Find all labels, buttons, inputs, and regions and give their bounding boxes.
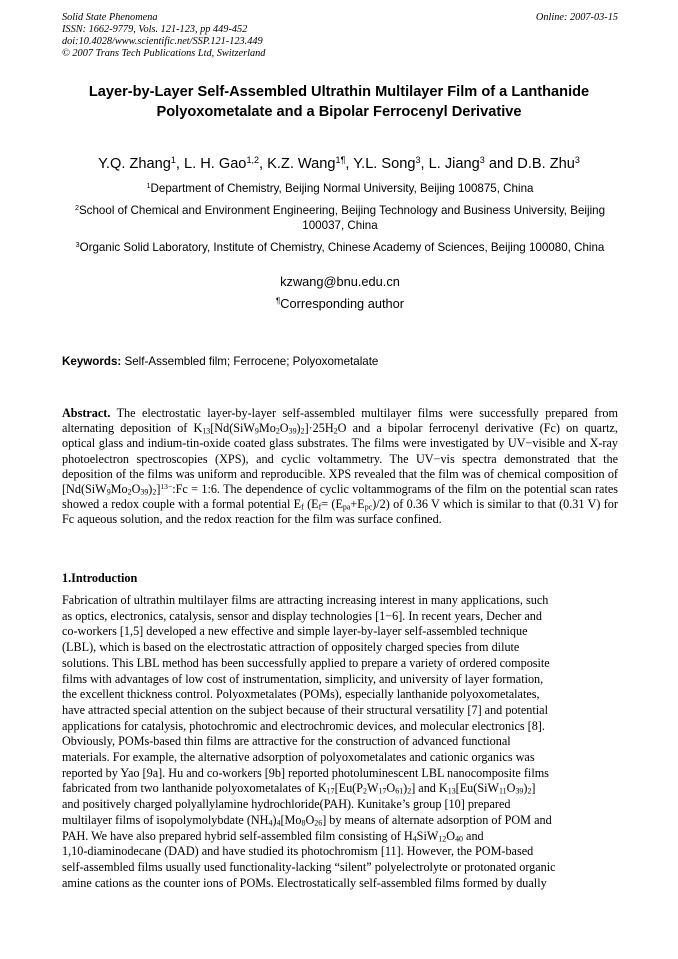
subscript: 12 xyxy=(438,834,447,844)
subscript: 39 xyxy=(515,787,524,797)
abstract-label: Abstract. xyxy=(62,406,111,420)
author-email: kzwang@bnu.edu.cn xyxy=(280,274,400,289)
text-line: materials. For example, the alternative adsorption of polyoxometalates and cationic organics was xyxy=(62,750,535,765)
subscript: pa xyxy=(342,502,351,512)
author-sep: , xyxy=(345,156,354,172)
affiliation-number: 1 xyxy=(146,181,151,191)
subscript: 39 xyxy=(140,487,149,497)
text-run: multilayer films of isopolymolybdate (NH xyxy=(62,812,269,827)
text-line: applications for catalysis, photochromic and electrochromic devices, and molecular electronics [8]. xyxy=(62,718,545,733)
online-date: Online: 2007-03-15 xyxy=(535,12,618,23)
author-name: D.B. Zhu xyxy=(517,156,575,172)
introduction-body xyxy=(62,593,618,891)
author-name: Y.L. Song xyxy=(353,156,416,172)
abstract-text: )/2) of 0.36 V which is similar to that (0.31 V) for Fc aqueous solution, and the redox reaction for the film was surface confined. xyxy=(62,497,618,527)
text-run: [Eu(SiW xyxy=(455,781,499,796)
author-affil: 3 xyxy=(574,155,580,166)
subscript: 9 xyxy=(254,426,259,436)
subscript: 9 xyxy=(106,487,111,497)
text-run: ] and K xyxy=(411,781,448,796)
abstract-text: O xyxy=(131,482,141,497)
text-line: (LBL), which is based on the electrostatic attraction of oppositely charged species from dilute xyxy=(62,640,520,655)
author-name: Y.Q. Zhang xyxy=(98,156,171,172)
corresponding-author-note xyxy=(62,296,618,312)
abstract-text: +E xyxy=(350,497,365,512)
affiliation-2 xyxy=(62,203,618,233)
subscript: 2 xyxy=(333,426,338,436)
text-line xyxy=(62,829,618,845)
subscript: 8 xyxy=(301,818,306,828)
subscript: 2 xyxy=(363,787,367,797)
text-run: ] xyxy=(531,781,536,796)
keywords xyxy=(62,354,618,369)
subscript: 61 xyxy=(395,787,404,797)
text-line xyxy=(62,781,618,797)
affiliation-3 xyxy=(62,240,618,255)
journal-name: Solid State Phenomena xyxy=(62,12,158,23)
abstract-text: ) xyxy=(296,421,301,436)
abstract-text: Mo xyxy=(258,421,276,436)
copyright-line: © 2007 Trans Tech Publications Ltd, Switzerland xyxy=(62,48,266,59)
abstract-text: :Fc = 1:6. The dependence of cyclic voltammograms of the film on the potential scan rates showed a redox couple with a formal potential E xyxy=(62,482,618,512)
text-run: SiW xyxy=(416,828,439,843)
text-line: reported by Yao [9a]. Hu and co-workers [9b] reported photoluminescent LBL nanocomposite films xyxy=(62,765,549,780)
subscript: 11 xyxy=(499,787,507,797)
text-run: PAH. We have also prepared hybrid self-assembled film consisting of H xyxy=(62,828,413,843)
affiliation-text: School of Chemical and Environment Engineering, Beijing Technology and Business University, Beijing 100037, China xyxy=(78,204,606,232)
text-run: fabricated from two lanthanide polyoxometalates of K xyxy=(62,781,327,796)
text-line: the excellent thickness control. Polyoxmetalates (POMs), especially lanthanide polyoxometalates, xyxy=(62,687,540,702)
abstract-text: ] xyxy=(156,482,161,497)
author-sep: , xyxy=(175,156,184,172)
author-affil: 1,2 xyxy=(246,155,260,166)
affiliation-number: 3 xyxy=(75,240,80,250)
subscript: 2 xyxy=(527,787,532,797)
text-run: and xyxy=(463,828,484,843)
subscript: 2 xyxy=(275,426,280,436)
text-run: O xyxy=(305,812,315,827)
subscript: 4 xyxy=(268,818,273,828)
abstract-text: ]·25H xyxy=(304,421,334,436)
abstract-text: = (E xyxy=(321,497,343,512)
text-line: and positively charged polyallylamine hydrochloride(PAH). Kunitake’s group [10] prepared xyxy=(62,797,511,812)
subscript: 40 xyxy=(455,834,463,844)
author-name: L. Jiang xyxy=(428,156,480,172)
author-name: K.Z. Wang xyxy=(267,156,336,172)
abstract-text: (E xyxy=(303,497,319,512)
author-list xyxy=(40,154,638,174)
text-line: 1,10-diaminodecane (DAD) and have studied its photochromism [11]. However, the POM-based xyxy=(62,844,534,859)
subscript: f xyxy=(301,502,304,512)
text-run: ) xyxy=(403,781,408,796)
abstract-text: ) xyxy=(148,482,153,497)
subscript: pc xyxy=(364,502,373,512)
text-line: solutions. This LBL method has been successfully applied to prepare a variety of ordered composite xyxy=(62,655,550,670)
affiliation-text: Department of Chemistry, Beijing Normal University, Beijing 100875, China xyxy=(150,182,534,195)
author-sep: , xyxy=(259,156,268,172)
keywords-text: Self-Assembled film; Ferrocene; Polyoxometalate xyxy=(121,355,379,368)
corresponding-mark: ¶ xyxy=(275,296,281,306)
subscript: 39 xyxy=(288,426,297,436)
subscript: 2 xyxy=(152,487,157,497)
journal-header xyxy=(62,12,618,60)
affiliation-1 xyxy=(62,181,618,196)
subscript: 17 xyxy=(326,787,335,797)
text-line: films with advantages of low cost of instrumentation, simplicity, and university of layer formation, xyxy=(62,671,544,686)
text-run: W xyxy=(366,781,379,796)
subscript: 2 xyxy=(127,487,132,497)
subscript: 13 xyxy=(447,787,456,797)
abstract-text: [Nd(SiW xyxy=(210,421,255,436)
abstract xyxy=(62,406,618,528)
text-line: Fabrication of ultrathin multilayer films are attracting increasing interest in many applications, such xyxy=(62,593,549,607)
text-run: ) xyxy=(272,812,277,827)
keywords-label: Keywords: xyxy=(62,355,122,368)
subscript: 13 xyxy=(202,426,211,436)
text-line: self-assembled films usually used functionality-lacking “silent” polyelectrolyte or protonated organic xyxy=(62,859,556,874)
text-run: O xyxy=(506,781,516,796)
issn-line: ISSN: 1662-9779, Vols. 121-123, pp 449-452 xyxy=(62,24,248,35)
text-run: O xyxy=(386,781,396,796)
subscript: 26 xyxy=(314,818,323,828)
text-line: have attracted special attention on the subject because of their structural versatility [7] and potential xyxy=(62,702,548,717)
text-line xyxy=(62,813,618,829)
text-run: [Eu(P xyxy=(334,781,364,796)
author-affil: 1¶ xyxy=(335,155,346,166)
author-sep: and xyxy=(484,156,518,172)
title-line-1: Layer-by-Layer Self-Assembled Ultrathin Multilayer Film of a Lanthanide xyxy=(88,84,590,100)
text-run: ] by means of alternate adsorption of POM and xyxy=(322,812,552,827)
author-affil: 3 xyxy=(479,155,485,166)
text-line: co-workers [1,5] developed a new effective and simple layer-by-layer self-assembled technique xyxy=(62,624,528,639)
doi-line: doi:10.4028/www.scientific.net/SSP.121-123.449 xyxy=(62,36,263,47)
text-run: [Mo xyxy=(280,812,302,827)
abstract-text: The electrostatic layer-by-layer self-assembled multilayer films were successfully prepared from alternating deposition of K xyxy=(62,406,618,436)
corresponding-text: Corresponding author xyxy=(280,296,405,311)
author-affil: 1 xyxy=(170,155,176,166)
superscript: 13− xyxy=(160,481,173,491)
affiliation-text: Organic Solid Laboratory, Institute of Chemistry, Chinese Academy of Sciences, Beijing 100080, China xyxy=(79,241,605,254)
author-affil: 3 xyxy=(415,155,421,166)
affiliation-number: 2 xyxy=(74,203,79,213)
abstract-text: O xyxy=(279,421,289,436)
abstract-text: O and a bipolar ferrocenyl derivative (Fc) on quartz, optical glass and indium-tin-oxide coated glass substrates. The films were investigated by UV−visible and X-ray photoelectron spectroscopies (XPS), and cyclic voltammetry. The UV−vis spectra demonstrated that the deposition of the films was uniform and reproducible. XPS revealed that the film was of chemical composition of [Nd(SiW xyxy=(62,421,618,497)
text-run: O xyxy=(446,828,456,843)
text-run: ) xyxy=(523,781,528,796)
section-heading-introduction: 1.Introduction xyxy=(62,571,138,585)
author-sep: , xyxy=(420,156,429,172)
subscript: 4 xyxy=(276,818,281,828)
paper-title xyxy=(40,82,638,122)
subscript: f xyxy=(318,502,322,512)
subscript: 2 xyxy=(300,426,305,436)
subscript: 17 xyxy=(378,787,387,797)
text-line: as optics, electronics, catalysis, sensor and display technologies [1−6]. In recent years, Decher and xyxy=(62,608,542,623)
subscript: 4 xyxy=(412,834,417,844)
abstract-text: Mo xyxy=(110,482,128,497)
subscript: 2 xyxy=(407,787,412,797)
title-line-2: Polyoxometalate and a Bipolar Ferrocenyl Derivative xyxy=(156,104,522,120)
text-line: amine cations as the counter ions of POMs. Electrostatically self-assembled films formed by dually xyxy=(62,875,547,890)
text-line: Obviously, POMs-based thin films are attractive for the construction of advanced functional xyxy=(62,734,511,749)
author-name: L. H. Gao xyxy=(183,156,247,172)
